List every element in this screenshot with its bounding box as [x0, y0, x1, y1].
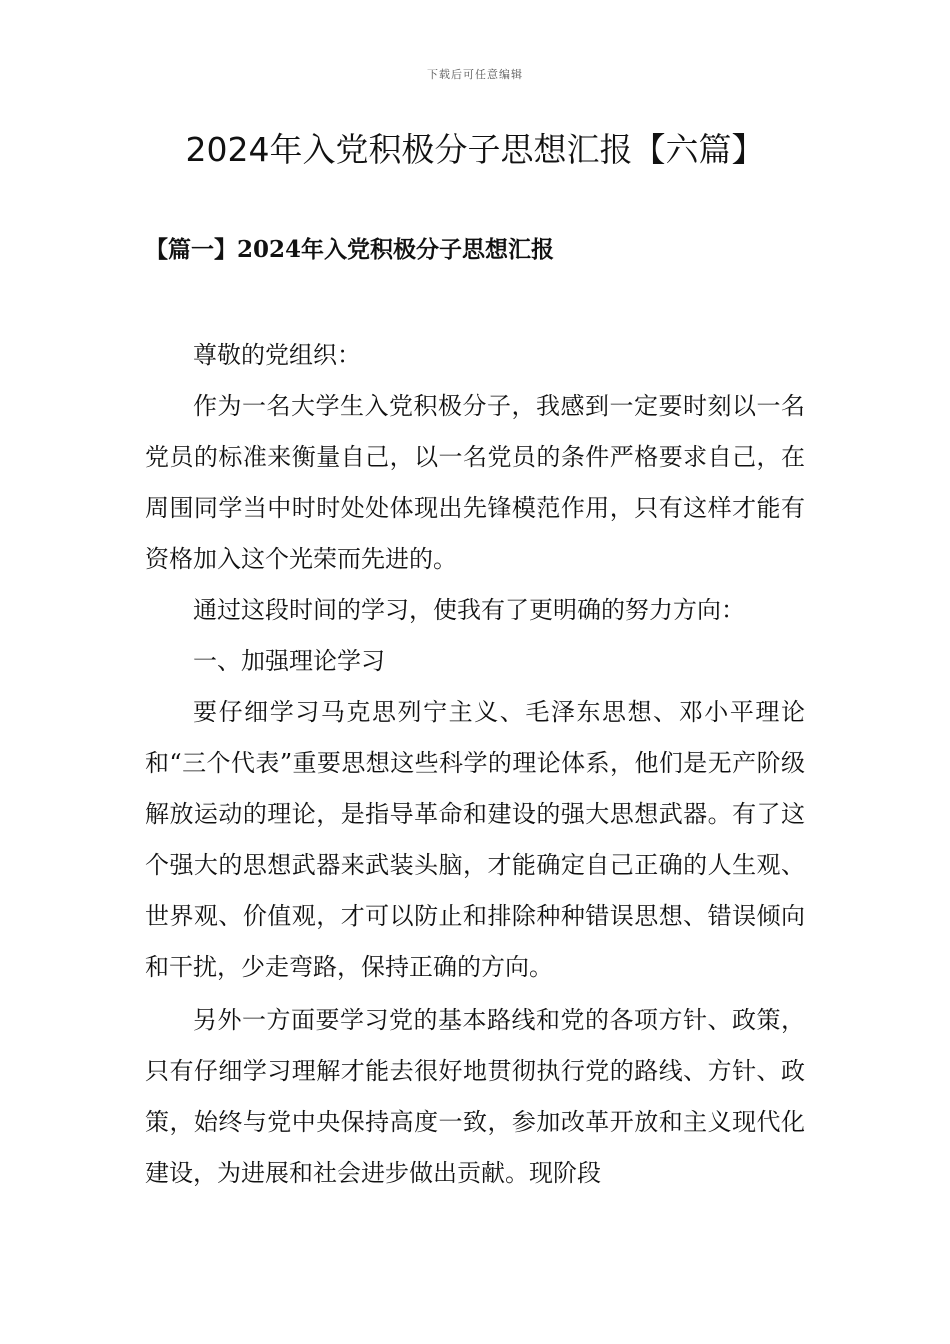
document-body — [145, 330, 805, 1199]
section-heading: 【篇一】2024年入党积极分子思想汇报 — [145, 236, 555, 263]
salutation: 尊敬的党组织： — [193, 341, 361, 369]
header-note: 下载后可任意编辑 — [427, 68, 523, 81]
body-paragraph: 作为一名大学生入党积极分子，我感到一定要时刻以一名党员的标准来衡量自己，以一名党员的条件严格要求自己，在周围同学当中时时处处体现出先锋模范作用，只有这样才能有资格加入这个光荣而先进的。 — [145, 392, 805, 573]
body-paragraph: 通过这段时间的学习，使我有了更明确的努力方向： — [193, 596, 745, 624]
body-paragraph: 另外一方面要学习党的基本路线和党的各项方针、政策，只有仔细学习理解才能去很好地贯彻执行党的路线、方针、政策，始终与党中央保持高度一致，参加改革开放和主义现代化建设，为进展和社会进步做出贡献。现阶段 — [145, 1006, 805, 1187]
body-paragraph: 要仔细学习马克思列宁主义、毛泽东思想、邓小平理论和“三个代表”重要思想这些科学的理论体系，他们是无产阶级解放运动的理论，是指导革命和建设的强大思想武器。有了这个强大的思想武器来武装头脑，才能确定自己正确的人生观、世界观、价值观，才可以防止和排除种种错误思想、错误倾向和干扰，少走弯路，保持正确的方向。 — [145, 698, 805, 981]
subsection-heading: 一、加强理论学习 — [193, 647, 385, 675]
document-title: 2024年入党积极分子思想汇报【六篇】 — [185, 130, 765, 169]
